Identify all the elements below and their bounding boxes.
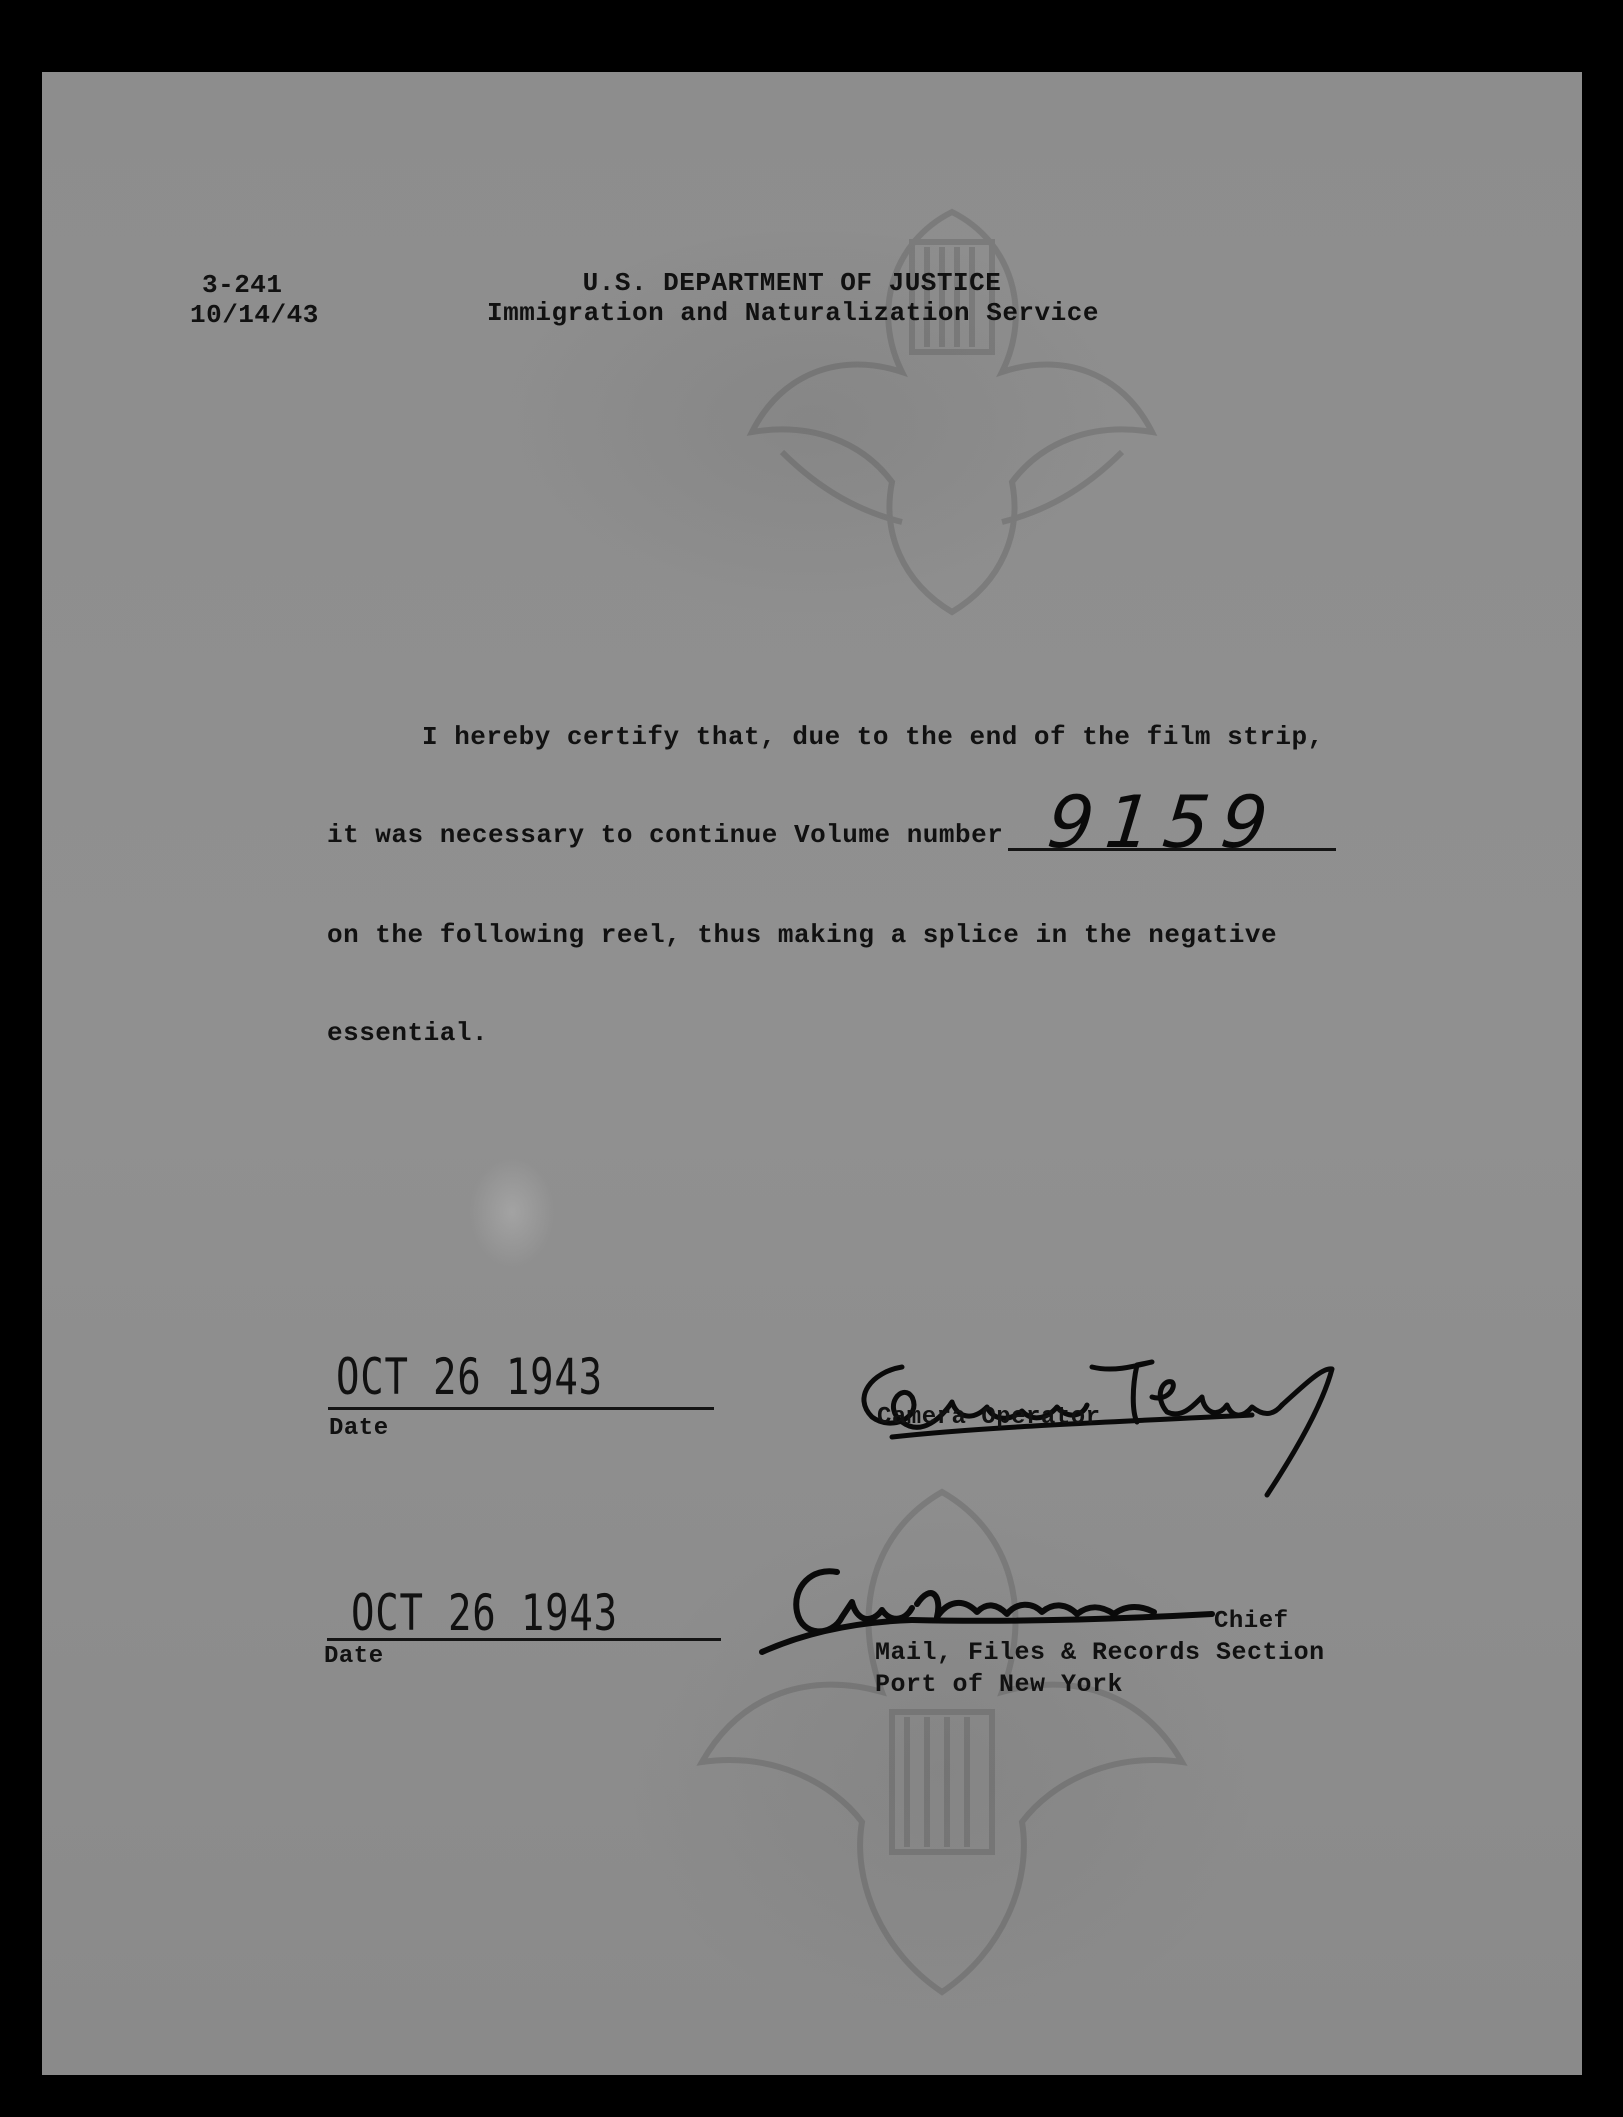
- volume-number-blank: [1008, 848, 1336, 851]
- operator-date-label: Date: [329, 1415, 389, 1442]
- form-revision-date: 10/14/43: [190, 300, 319, 330]
- document-page: [42, 72, 1582, 2075]
- chief-date-stamp: OCT 26 1943: [351, 1584, 618, 1642]
- volume-number-handwritten: 9159: [1043, 780, 1284, 864]
- certificate-line-1: I hereby certify that, due to the end of the film strip,: [422, 722, 1324, 752]
- port-label: Port of New York: [875, 1670, 1124, 1699]
- operator-date-line: [328, 1407, 714, 1410]
- camera-operator-label: Camera Operator: [877, 1404, 1101, 1431]
- certificate-line-3: on the following reel, thus making a splice in the negative: [327, 920, 1278, 950]
- records-section-label: Mail, Files & Records Section: [875, 1638, 1325, 1667]
- certificate-line-2: it was necessary to continue Volume number: [327, 820, 1004, 850]
- chief-date-label: Date: [324, 1643, 384, 1670]
- operator-date-stamp: OCT 26 1943: [336, 1348, 603, 1406]
- chief-date-line: [327, 1638, 721, 1641]
- form-number: 3-241: [202, 270, 283, 300]
- agency-title: U.S. DEPARTMENT OF JUSTICE: [582, 268, 1002, 298]
- service-title: Immigration and Naturalization Service: [487, 298, 1099, 328]
- eagle-seal-watermark: [642, 152, 1262, 672]
- chief-title: Chief: [1214, 1608, 1289, 1635]
- certificate-line-4: essential.: [327, 1018, 489, 1048]
